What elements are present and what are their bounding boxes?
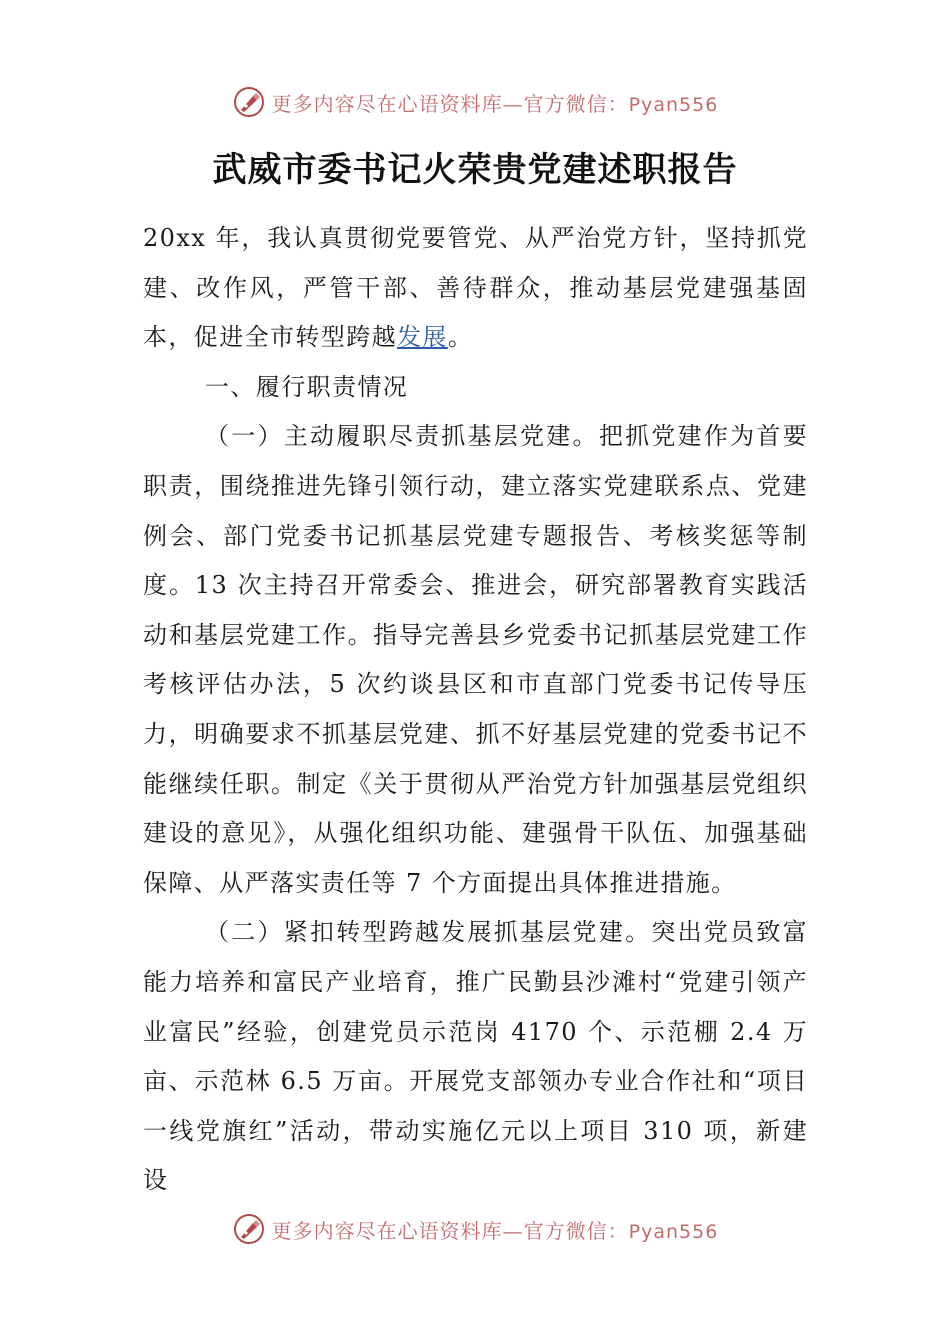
header-watermark-banner <box>0 82 950 122</box>
document-title: 武威市委书记火荣贵党建述职报告 <box>212 150 738 190</box>
pen-nib-icon <box>232 85 266 119</box>
body-paragraph-1: （一）主动履职尽责抓基层党建。把抓党建作为首要职责，围绕推进先锋引领行动，建立落实党建联系点、党建例会、部门党委书记抓基层党建专题报告、考核奖惩等制度。13 次主持召开常委会、推进会，研究部署教育实践活动和基层党建工作。指导完善县乡党委书记抓基层党建工作考核评估办法，5 次约谈县区和市直部门党委书记传导压力，明确要求不抓基层党建、抓不好基层党建的党委书记不能继续任职。制定《关于贯彻从严治党方针加强基层党组织建设的意见》，从强化组织功能、建强骨干队伍、加强基础保障、从严落实责任等 7 个方面提出具体推进措施。 <box>143 422 808 897</box>
watermark-text: 更多内容尽在心语资料库—官方微信：Pyan556 <box>271 91 719 116</box>
footer-watermark-banner <box>0 1209 950 1249</box>
development-link[interactable]: 发展 <box>397 323 448 352</box>
watermark-text: 更多内容尽在心语资料库—官方微信：Pyan556 <box>271 1218 719 1243</box>
intro-paragraph: 20xx 年，我认真贯彻党要管党、从严治党方针，坚持抓党建、改作风，严管干部、善待群众，推动基层党建强基固本，促进全市转型跨越发展。 <box>143 224 808 352</box>
section-heading: 一、履行职责情况 <box>205 372 409 401</box>
document-body <box>143 214 808 1206</box>
pen-nib-icon <box>232 1212 266 1246</box>
body-paragraph-2: （二）紧扣转型跨越发展抓基层党建。突出党员致富能力培养和富民产业培育，推广民勤县沙滩村“党建引领产业富民”经验，创建党员示范岗 4170 个、示范棚 2.4 万亩、示范林 6.5 万亩。开展党支部领办专业合作社和“项目一线党旗红”活动，带动实施亿元以上项目 310 项，新建设 <box>143 918 808 1195</box>
